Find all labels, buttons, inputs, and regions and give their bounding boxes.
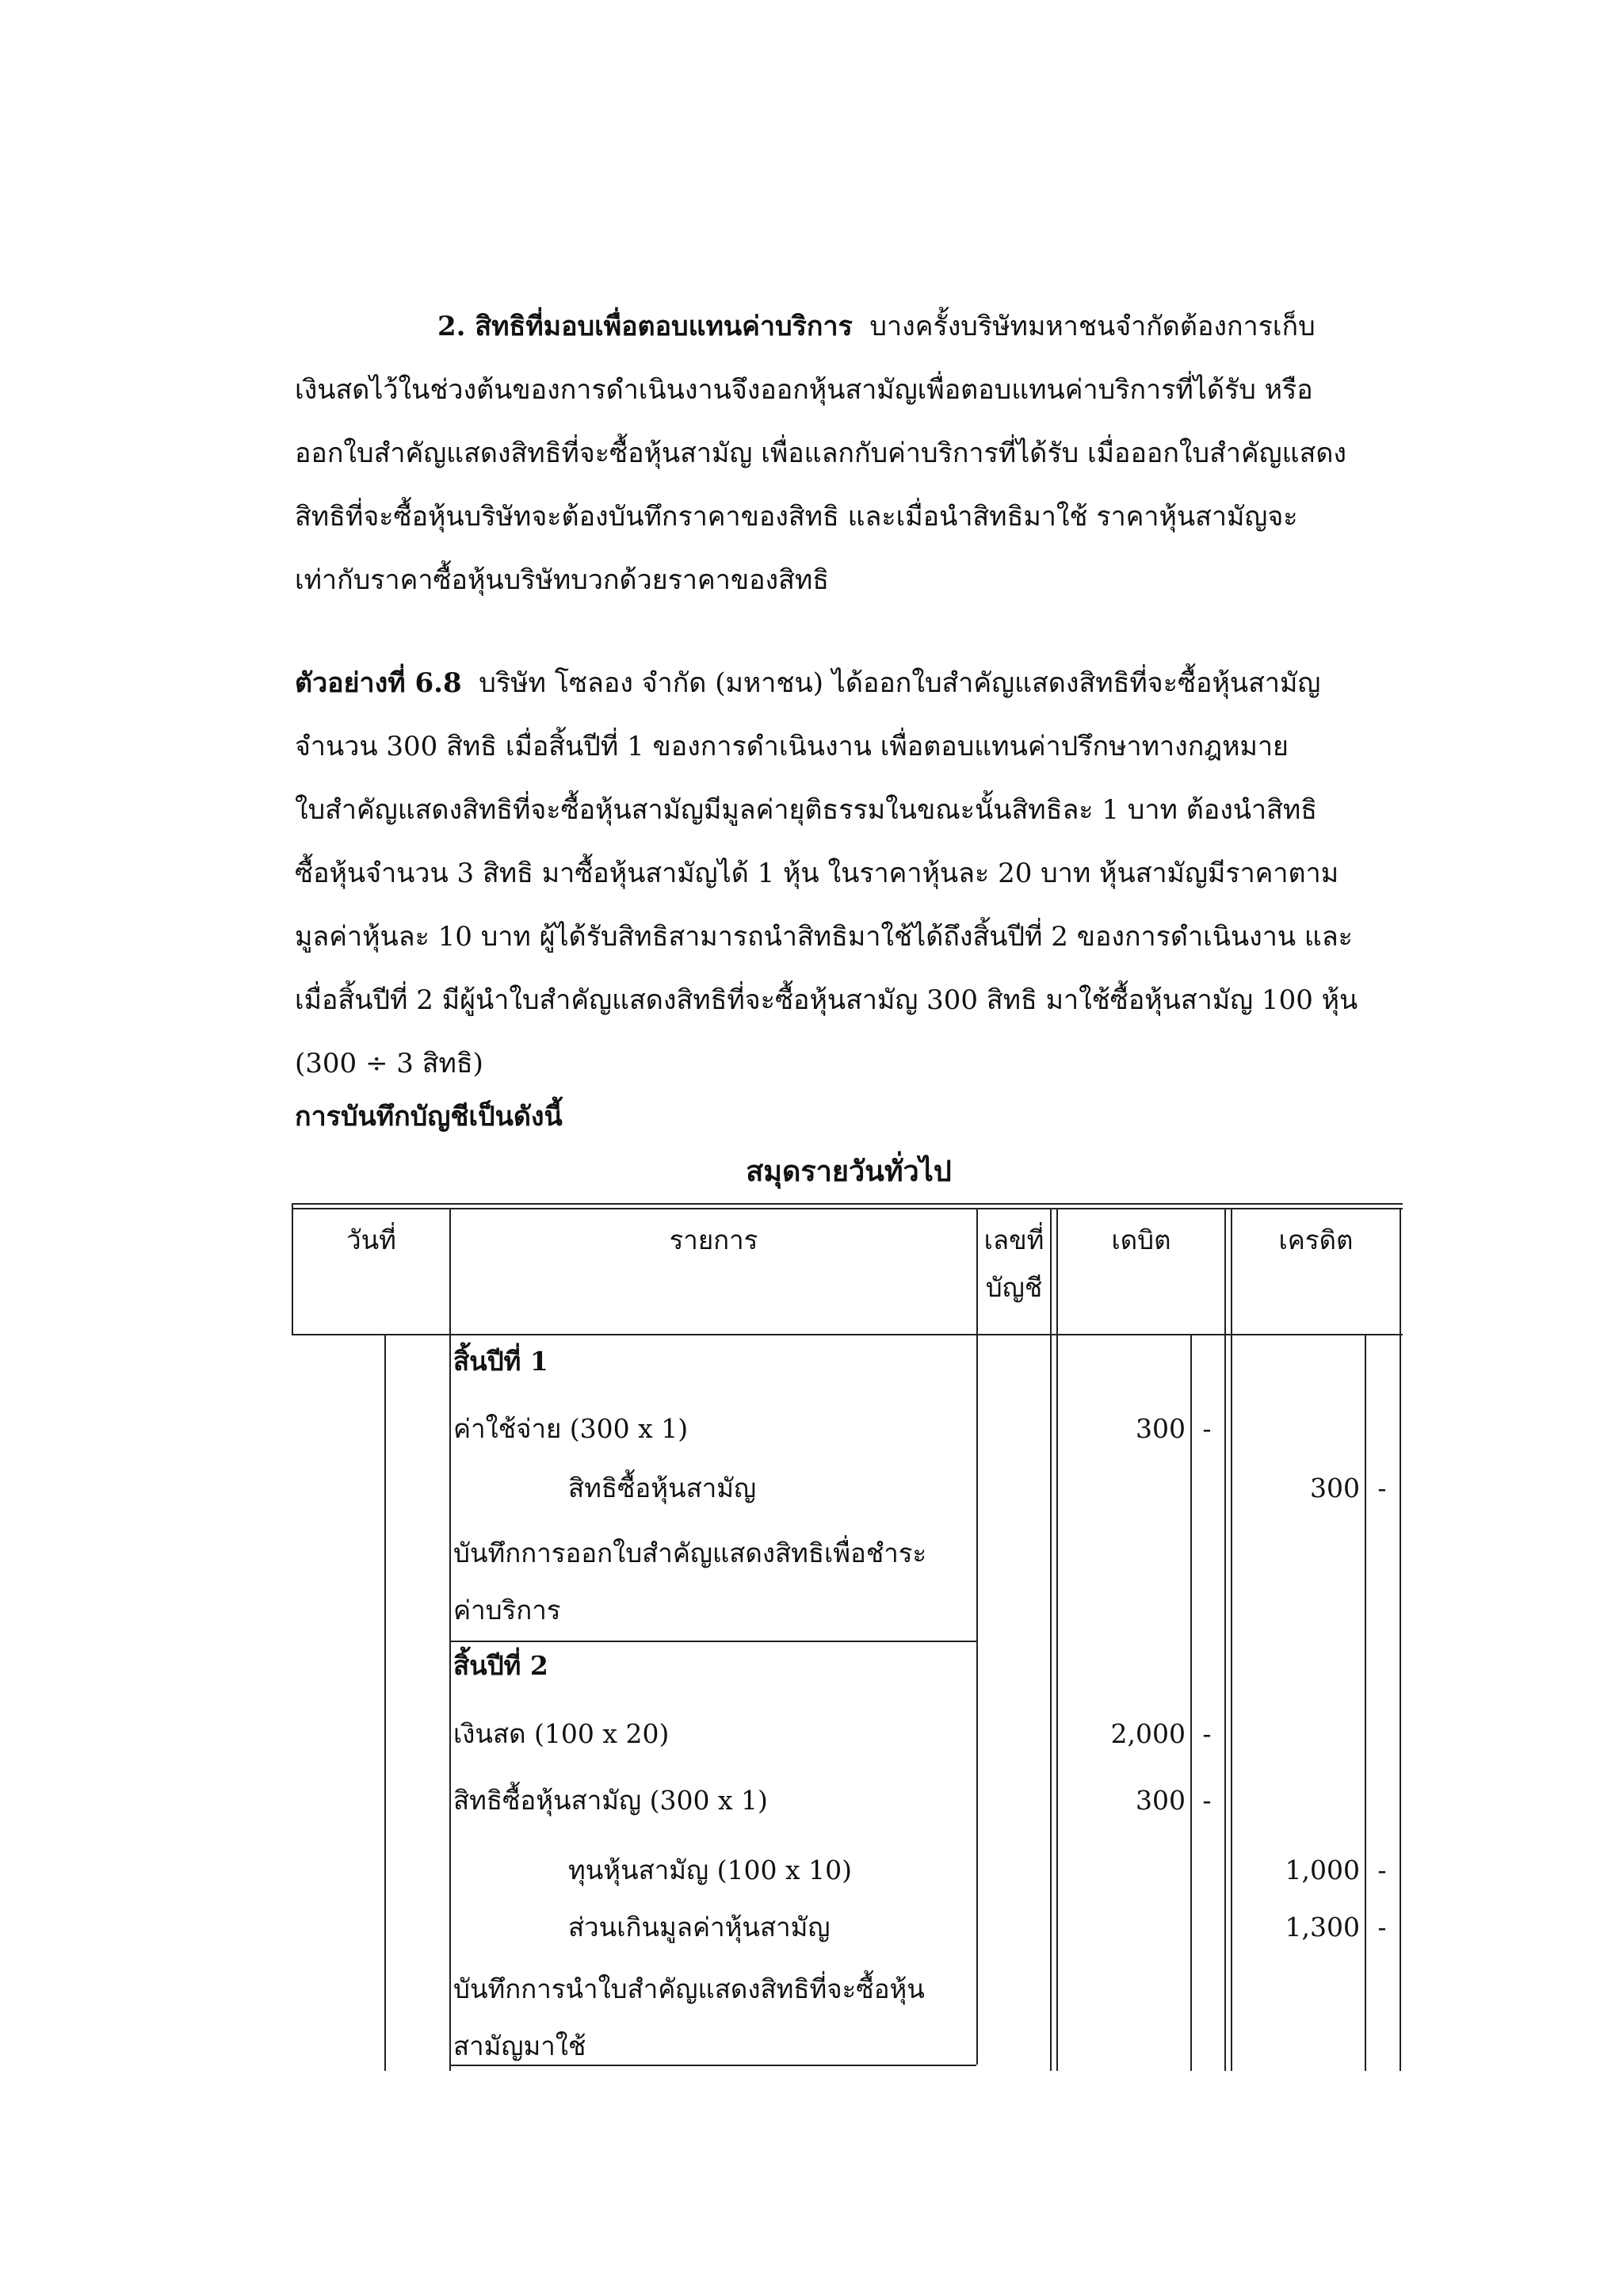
- entry-premium-credit-dash: -: [1377, 1912, 1387, 1943]
- entry-warrant-account: สิทธิซื้อหุ้นสามัญ: [568, 1473, 757, 1503]
- entry-premium-account: ส่วนเกินมูลค่าหุ้นสามัญ: [568, 1912, 831, 1943]
- ref-debit-divider: [1056, 1208, 1058, 2071]
- entry-warrant-credit: 300: [1310, 1473, 1360, 1503]
- paragraph-line: ซื้อหุ้นจำนวน 3 สิทธิ มาซื้อหุ้นสามัญได้ 1 หุ้น ในราคาหุ้นละ 20 บาท หุ้นสามัญมีราคาตาม: [295, 858, 1339, 889]
- recording-heading: การบันทึกบัญชีเป็นดังนี้: [295, 1101, 563, 1133]
- column-header-ref-2: บัญชี: [985, 1272, 1043, 1303]
- paragraph-line: ใบสำคัญแสดงสิทธิที่จะซื้อหุ้นสามัญมีมูลค่ายุติธรรมในขณะนั้นสิทธิละ 1 บาท ต้องนำสิทธิ: [295, 794, 1318, 826]
- paragraph-line: เมื่อสิ้นปีที่ 2 มีผู้นำใบสำคัญแสดงสิทธิที่จะซื้อหุ้นสามัญ 300 สิทธิ มาใช้ซื้อหุ้นสามัญ 100 หุ้น: [295, 984, 1358, 1016]
- entry-bottom-rule: [449, 2065, 976, 2066]
- entry-warrant-credit-dash: -: [1377, 1473, 1387, 1503]
- entry-cash-account: เงินสด (100 x 20): [453, 1718, 670, 1749]
- table-left-border: [292, 1203, 293, 1334]
- entry-premium-credit: 1,300: [1285, 1912, 1360, 1943]
- entry-1-narration: ค่าบริการ: [453, 1595, 561, 1626]
- table-top-rule: [292, 1203, 1403, 1205]
- paragraph-line: ออกใบสำคัญแสดงสิทธิที่จะซื้อหุ้นสามัญ เพื่อแลกกับค่าบริการที่ได้รับ เมื่อออกใบสำคัญแสดง: [295, 437, 1346, 469]
- table-right-border: [1400, 1208, 1401, 2071]
- paragraph-line: สิทธิที่จะซื้อหุ้นบริษัทจะต้องบันทึกราคาของสิทธิ และเมื่อนำสิทธิมาใช้ ราคาหุ้นสามัญจะ: [295, 501, 1298, 533]
- paragraph-line: ตัวอย่างที่ 6.8 บริษัท โซลอง จำกัด (มหาชน) ได้ออกใบสำคัญแสดงสิทธิที่จะซื้อหุ้นสามัญ: [295, 667, 1321, 699]
- table-top-rule: [292, 1208, 1403, 1209]
- debit-credit-divider: [1224, 1208, 1226, 2071]
- description-right-border: [976, 1208, 978, 2065]
- section-2-heading: 2. สิทธิที่มอบเพื่อตอบแทนค่าบริการ: [437, 311, 853, 342]
- column-header-credit: เครดิต: [1278, 1224, 1354, 1255]
- entry-common-stock-credit: 1,000: [1285, 1855, 1360, 1885]
- column-header-description: รายการ: [669, 1224, 758, 1255]
- column-header-debit: เดบิต: [1111, 1224, 1171, 1255]
- paragraph-line: เงินสดไว้ในช่วงต้นของการดำเนินงานจึงออกหุ้นสามัญเพื่อตอบแทนค่าบริการที่ได้รับ หรือ: [295, 374, 1313, 406]
- debit-credit-divider: [1231, 1208, 1232, 2071]
- entry-year-2-heading: สิ้นปีที่ 2: [453, 1650, 548, 1681]
- header-bottom-rule: [292, 1334, 1403, 1335]
- credit-satang-divider: [1365, 1334, 1366, 2071]
- entry-warrant-debit-account: สิทธิซื้อหุ้นสามัญ (300 x 1): [453, 1785, 768, 1816]
- paragraph-line: 2. สิทธิที่มอบเพื่อตอบแทนค่าบริการ บางครั้งบริษัทมหาชนจำกัดต้องการเก็บ: [437, 311, 1316, 342]
- entry-divider-rule: [449, 1641, 976, 1642]
- entry-year-1-heading: สิ้นปีที่ 1: [453, 1346, 548, 1377]
- entry-cash-debit-dash: -: [1202, 1718, 1212, 1749]
- paragraph-line: เท่ากับราคาซื้อหุ้นบริษัทบวกด้วยราคาของสิทธิ: [295, 564, 830, 596]
- entry-expense-account: ค่าใช้จ่าย (300 x 1): [453, 1413, 689, 1444]
- paragraph-line: (300 ÷ 3 สิทธิ): [295, 1048, 483, 1079]
- description-left-border: [449, 1208, 451, 2071]
- entry-2-narration: สามัญมาใช้: [453, 2030, 586, 2061]
- entry-2-narration: บันทึกการนำใบสำคัญแสดงสิทธิที่จะซื้อหุ้น: [453, 1973, 925, 2004]
- paragraph-line: มูลค่าหุ้นละ 10 บาท ผู้ได้รับสิทธิสามารถนำสิทธิมาใช้ได้ถึงสิ้นปีที่ 2 ของการดำเนินงาน และ: [295, 921, 1353, 953]
- entry-cash-debit: 2,000: [1110, 1718, 1186, 1749]
- column-header-date: วันที่: [346, 1224, 396, 1255]
- ref-debit-divider: [1050, 1208, 1052, 2071]
- entry-expense-debit: 300: [1136, 1413, 1186, 1444]
- entry-1-narration: บันทึกการออกใบสำคัญแสดงสิทธิเพื่อชำระ: [453, 1538, 927, 1568]
- entry-warrant-debit: 300: [1136, 1785, 1186, 1816]
- example-label: ตัวอย่างที่ 6.8: [295, 667, 462, 699]
- date-day-divider: [384, 1334, 386, 2071]
- debit-satang-divider: [1190, 1334, 1192, 2071]
- entry-warrant-debit-dash: -: [1202, 1785, 1212, 1816]
- entry-common-stock-credit-dash: -: [1377, 1855, 1387, 1885]
- entry-common-stock-account: ทุนหุ้นสามัญ (100 x 10): [568, 1855, 852, 1885]
- column-header-ref-1: เลขที่: [983, 1224, 1044, 1255]
- entry-expense-debit-dash: -: [1202, 1413, 1212, 1444]
- paragraph-line: จำนวน 300 สิทธิ เมื่อสิ้นปีที่ 1 ของการดำเนินงาน เพื่อตอบแทนค่าปรึกษาทางกฎหมาย: [295, 731, 1289, 762]
- journal-title: สมุดรายวันทั่วไป: [746, 1155, 952, 1188]
